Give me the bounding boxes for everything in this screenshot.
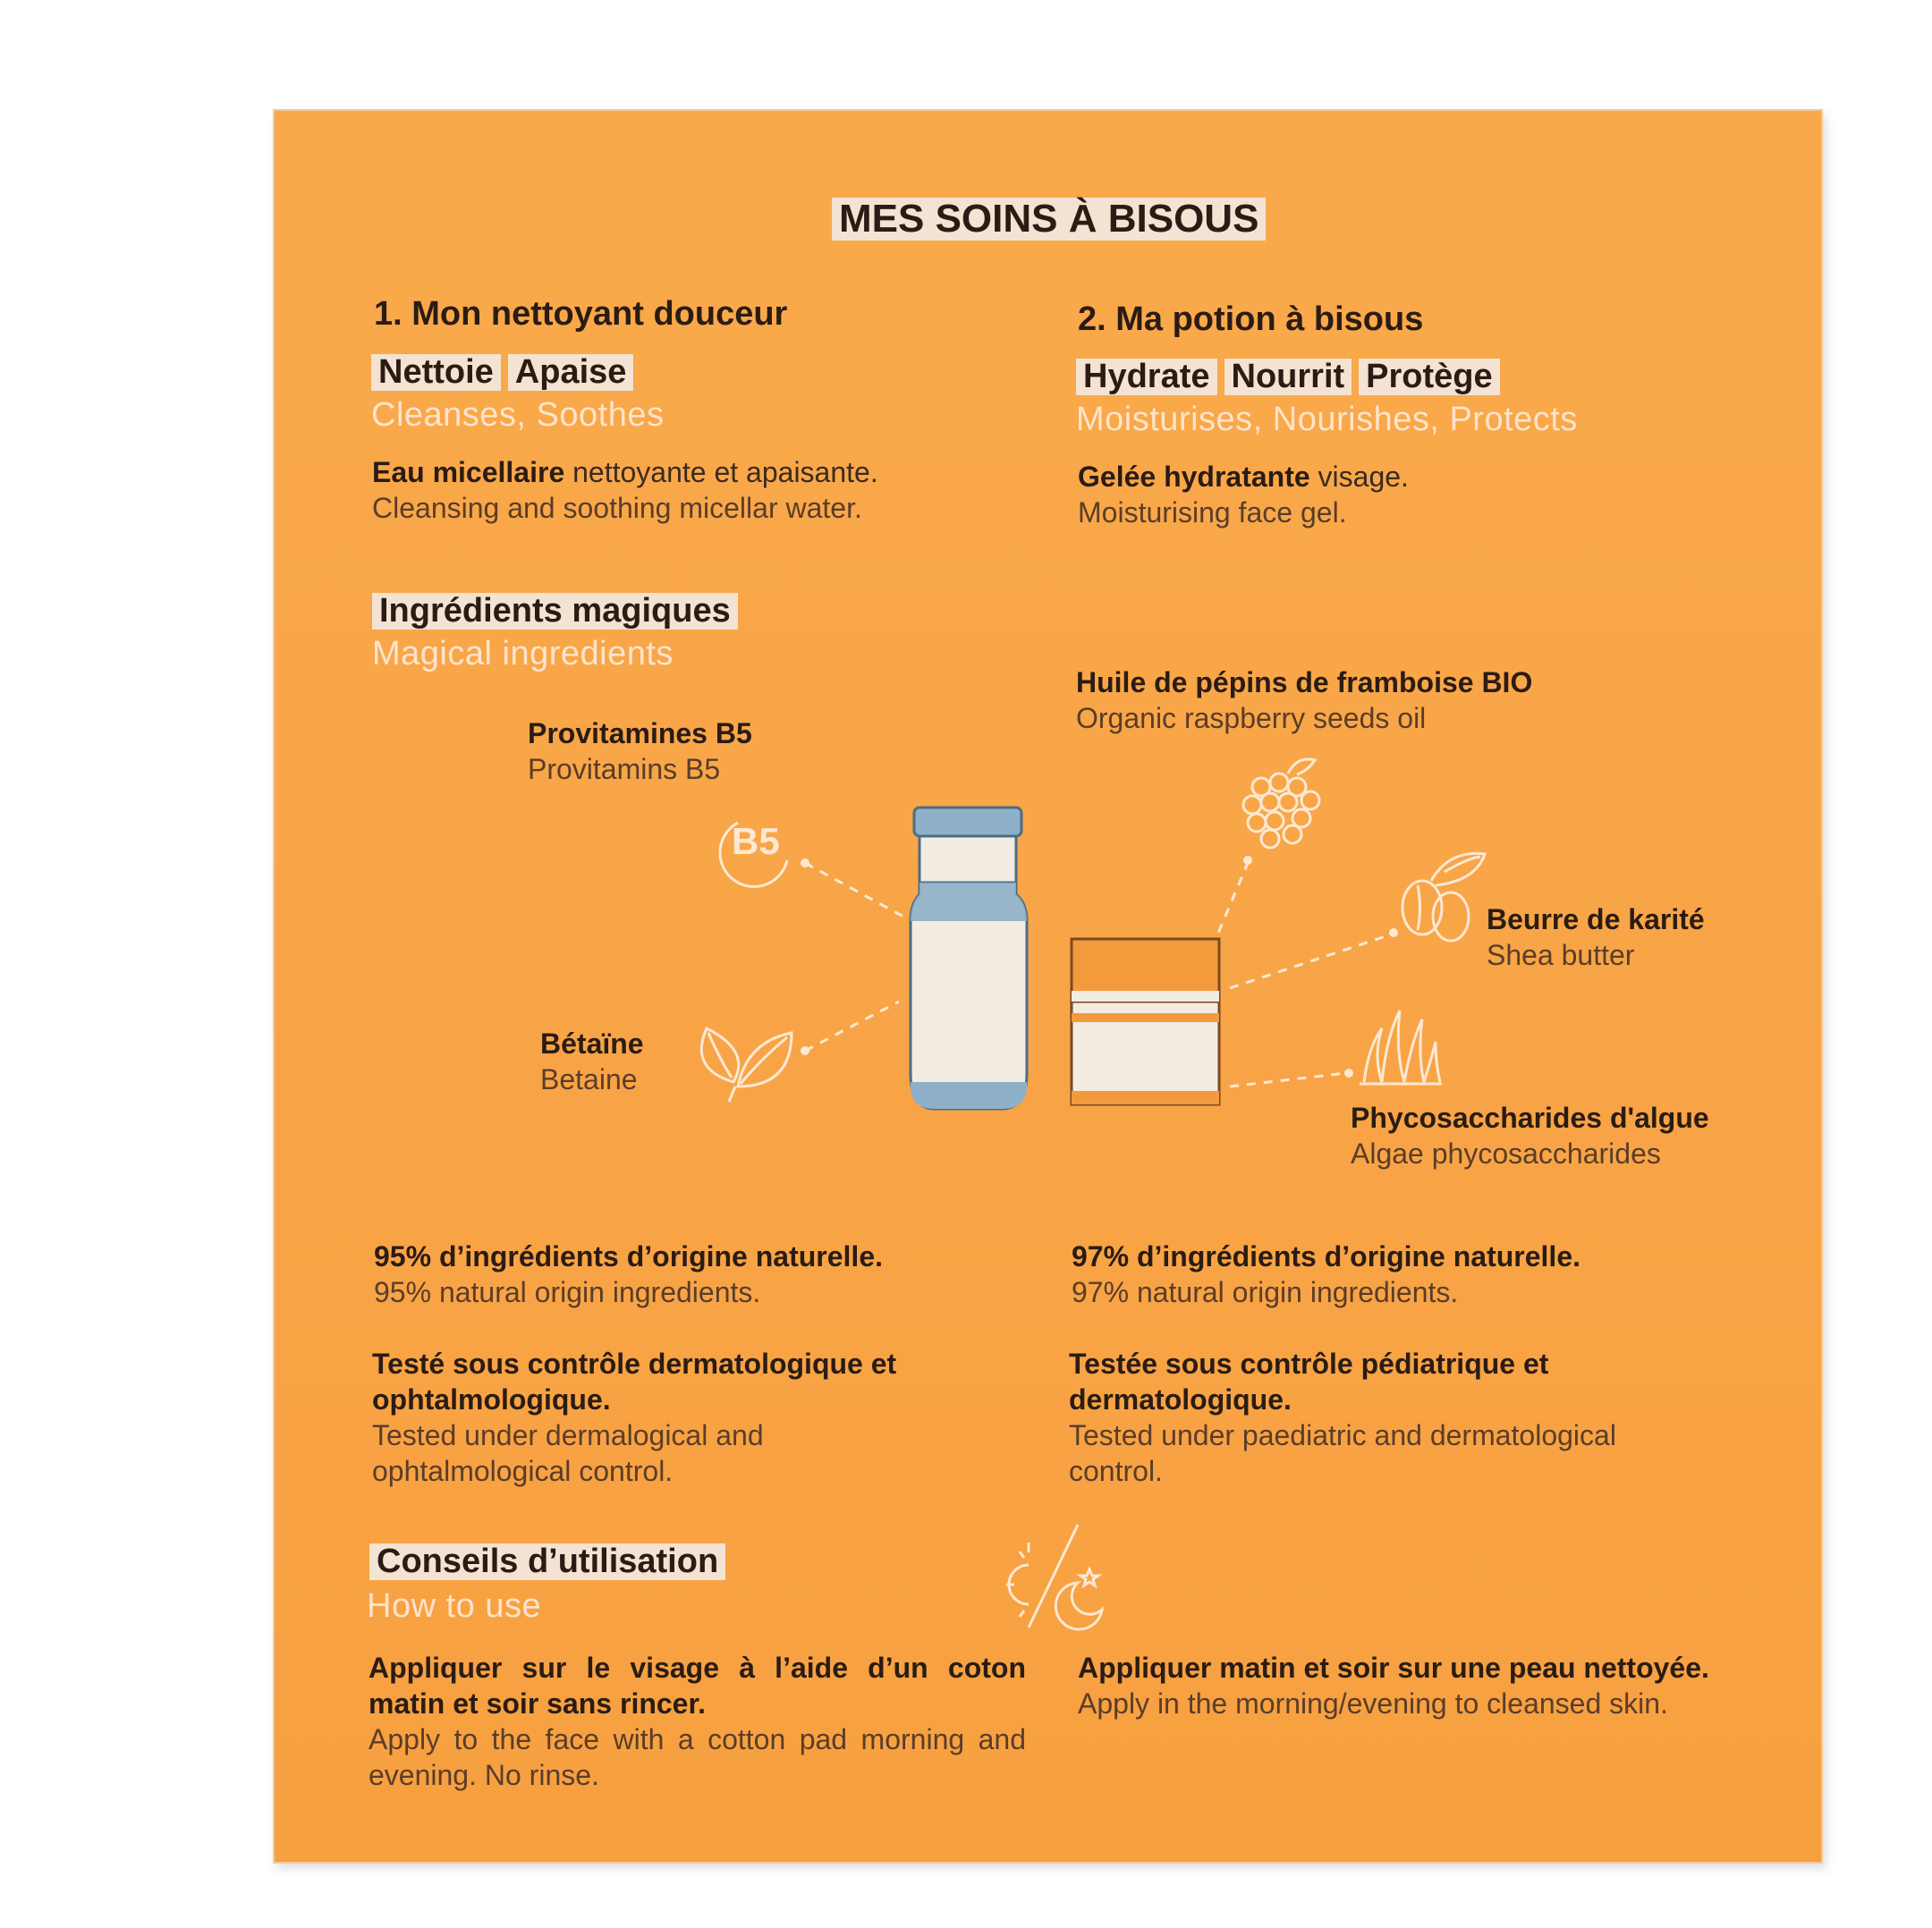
tag-nettoie: Nettoie	[371, 354, 501, 391]
product2-usage: Appliquer matin et soir sur une peau nettoyée. Apply in the morning/evening to cleansed skin.	[1078, 1652, 1709, 1720]
ingredient-b5: Provitamines B5 Provitamins B5	[528, 717, 752, 785]
product2-tested: Testée sous contrôle pédiatrique et dermatologique. Tested under paediatric and dermatological control.	[1069, 1348, 1616, 1487]
product2-natural-origin: 97% d’ingrédients d’origine naturelle. 97% natural origin ingredients.	[1072, 1240, 1580, 1308]
svg-text:B5: B5	[732, 820, 780, 862]
product2-description: Gelée hydratante visage. Moisturising face gel.	[1078, 461, 1409, 529]
leaf-icon	[701, 1028, 792, 1102]
seaweed-icon	[1360, 1011, 1442, 1084]
product2-heading: 2. Ma potion à bisous	[1078, 300, 1424, 338]
tag-apaise: Apaise	[508, 354, 634, 391]
product1-usage: Appliquer sur le visage à l’aide d’un coton matin et soir sans rincer. Apply to the face with a cotton pad morning and evening. No rinse.	[369, 1652, 1026, 1791]
product1-tags-en: Cleanses, Soothes	[371, 396, 665, 434]
raspberry-icon	[1243, 759, 1319, 848]
usage-heading-en: How to use	[367, 1587, 542, 1625]
ingredients-heading-en: Magical ingredients	[372, 635, 674, 672]
ingredient-raspberry: Huile de pépins de framboise BIO Organic raspberry seeds oil	[1076, 666, 1533, 734]
page-title: MES SOINS À BISOUS	[832, 197, 1266, 241]
product1-natural-origin: 95% d’ingrédients d’origine naturelle. 95% natural origin ingredients.	[374, 1240, 883, 1308]
ingredient-betaine: Bétaïne Betaine	[540, 1027, 644, 1095]
face-gel-jar-icon	[1072, 939, 1219, 1104]
product1-description: Eau micellaire nettoyante et apaisante. Cleansing and soothing micellar water.	[372, 456, 878, 524]
shea-nut-icon	[1402, 853, 1485, 941]
ingredients-heading: Ingrédients magiques	[372, 592, 745, 630]
micellar-bottle-icon	[911, 808, 1027, 1109]
product2-tags-en: Moisturises, Nourishes, Protects	[1076, 401, 1578, 438]
usage-heading: Conseils d’utilisation	[369, 1543, 733, 1581]
sun-moon-icon	[1006, 1525, 1102, 1629]
tag-protege: Protège	[1359, 359, 1499, 395]
tag-hydrate: Hydrate	[1076, 359, 1217, 395]
ingredient-shea: Beurre de karité Shea butter	[1487, 903, 1705, 971]
ingredient-algae: Phycosaccharides d'algue Algae phycosaccharides	[1351, 1102, 1709, 1170]
b5-icon	[720, 820, 787, 886]
product1-tested: Testé sous contrôle dermatologique et ophtalmologique. Tested under dermalogical and ophtalmological control.	[372, 1348, 897, 1487]
tag-nourrit: Nourrit	[1224, 359, 1352, 395]
product1-heading: 1. Mon nettoyant douceur	[374, 295, 788, 333]
